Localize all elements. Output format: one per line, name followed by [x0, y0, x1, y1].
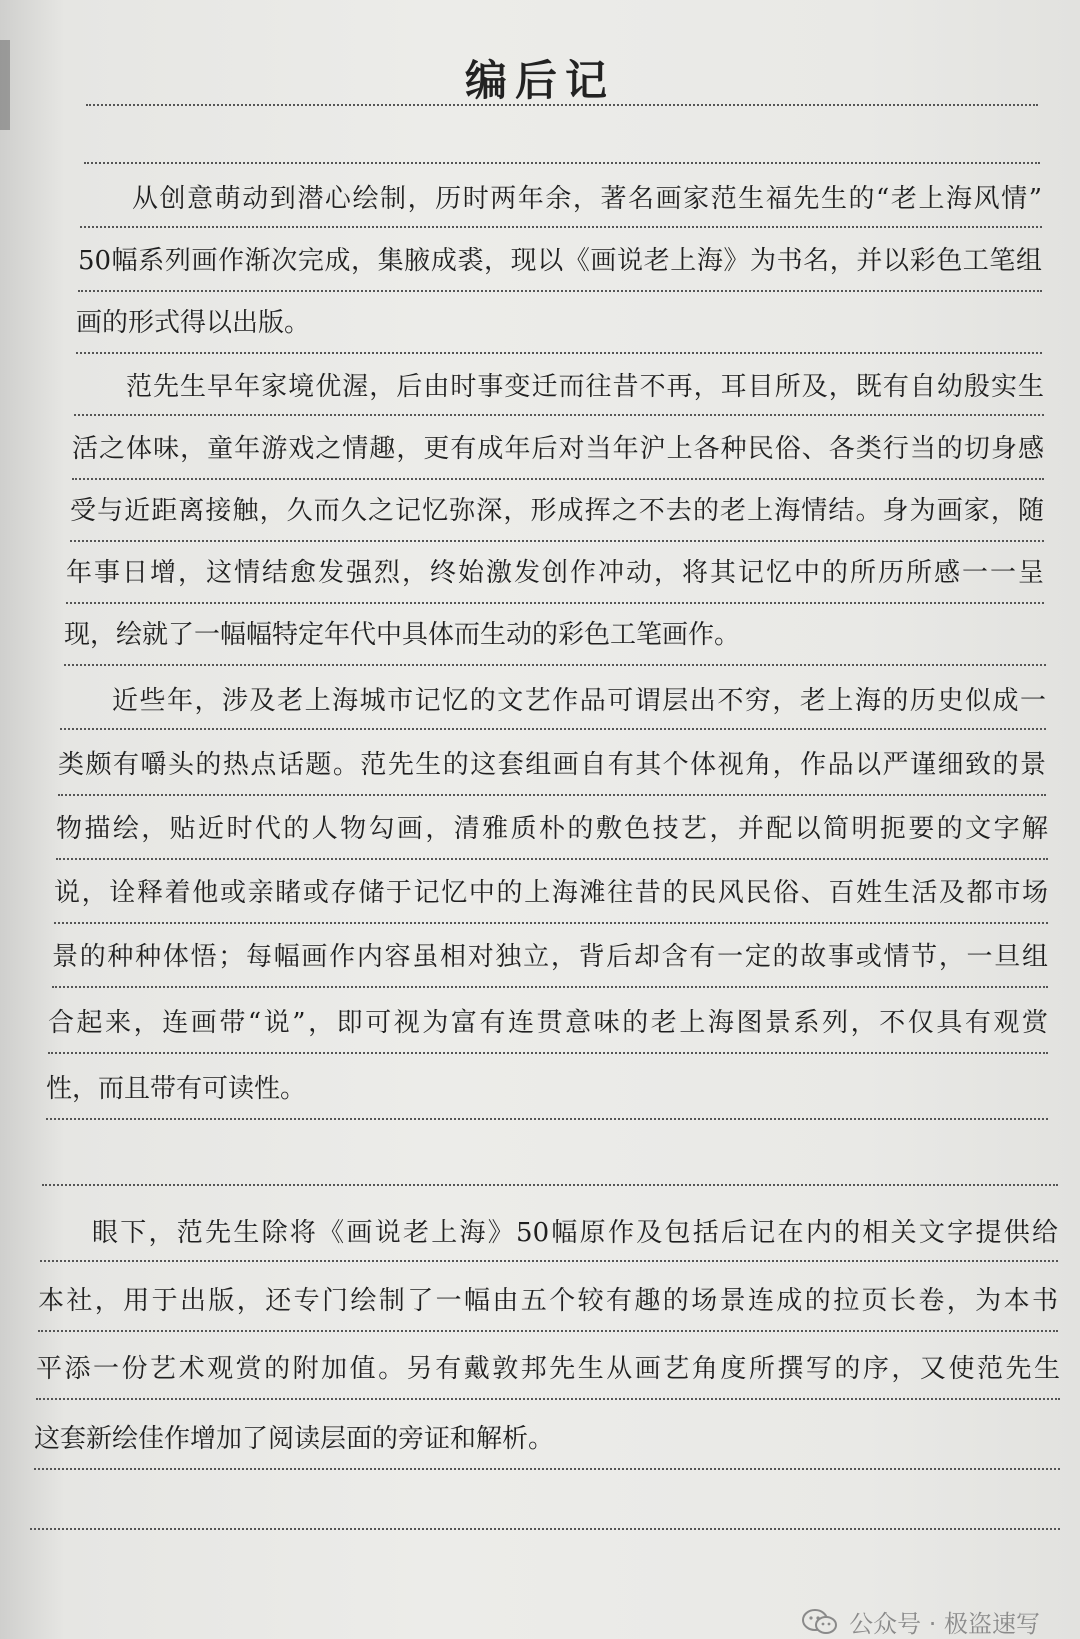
paragraph-1-line-2: 50幅系列画作渐次完成，集腋成裘，现以《画说老上海》为书名，并以彩色工笔组 [78, 232, 1042, 292]
title-rule [86, 104, 1038, 106]
page-title: 编后记 [464, 56, 615, 105]
paragraph-2-line-5: 现，绘就了一幅幅特定年代中具体而生动的彩色工笔画作。 [64, 606, 1046, 666]
watermark [801, 1604, 1040, 1639]
blank-rule [84, 162, 1040, 164]
paragraph-3-line-3: 物描绘，贴近时代的人物勾画，清雅质朴的敷色技艺，并配以简明扼要的文字解 [56, 800, 1048, 860]
paragraph-2-line-2: 活之体味，童年游戏之情趣，更有成年后对当年沪上各种民俗、各类行当的切身感 [72, 420, 1044, 480]
paragraph-3-line-4: 说，诠释着他或亲睹或存储于记忆中的上海滩往昔的民风民俗、百姓生活及都市场 [54, 864, 1048, 924]
paragraph-3-line-2: 类颇有嚼头的热点话题。范先生的这套组画自有其个体视角，作品以严谨细致的景 [58, 736, 1046, 796]
blank-rule [42, 1184, 1058, 1186]
paragraph-3-line-6: 合起来，连画带“说”，即可视为富有连贯意味的老上海图景系列，不仅具有观赏 [48, 994, 1048, 1054]
paragraph-4-line-4: 这套新绘佳作增加了阅读层面的旁证和解析。 [34, 1410, 1060, 1470]
paragraph-4-line-1: 眼下，范先生除将《画说老上海》50幅原作及包括后记在内的相关文字提供给 [40, 1204, 1058, 1262]
paragraph-2-line-4: 年事日增，这情结愈发强烈，终始激发创作冲动，将其记忆中的所历所感一一呈 [66, 544, 1044, 604]
wechat-icon [801, 1608, 839, 1636]
paragraph-3-line-5: 景的种种体悟；每幅画作内容虽相对独立，背后却含有一定的故事或情节，一旦组 [52, 928, 1048, 988]
paragraph-2-line-1: 范先生早年家境优渥，后由时事变迁而往昔不再，耳目所及，既有自幼殷实生 [74, 358, 1044, 416]
watermark-text: 公众号 · 极盗速写 [849, 1610, 1040, 1638]
paragraph-1-line-3: 画的形式得以出版。 [76, 294, 1042, 354]
paragraph-4-line-2: 本社，用于出版，还专门绘制了一幅由五个较有趣的场景连成的拉页长卷，为本书 [38, 1272, 1058, 1332]
blank-rule [30, 1528, 1060, 1530]
paragraph-3-line-1: 近些年，涉及老上海城市记忆的文艺作品可谓层出不穷，老上海的历史似成一 [60, 672, 1046, 730]
paragraph-4-line-3: 平添一份艺术观赏的附加值。另有戴敦邦先生从画艺角度所撰写的序，又使范先生 [36, 1340, 1060, 1400]
paragraph-1-line-1: 从创意萌动到潜心绘制，历时两年余，著名画家范生福先生的“老上海风情” [80, 170, 1042, 228]
paragraph-3-line-7: 性，而且带有可读性。 [46, 1060, 1048, 1120]
paragraph-2-line-3: 受与近距离接触，久而久之记忆弥深，形成挥之不去的老上海情结。身为画家，随 [70, 482, 1044, 542]
